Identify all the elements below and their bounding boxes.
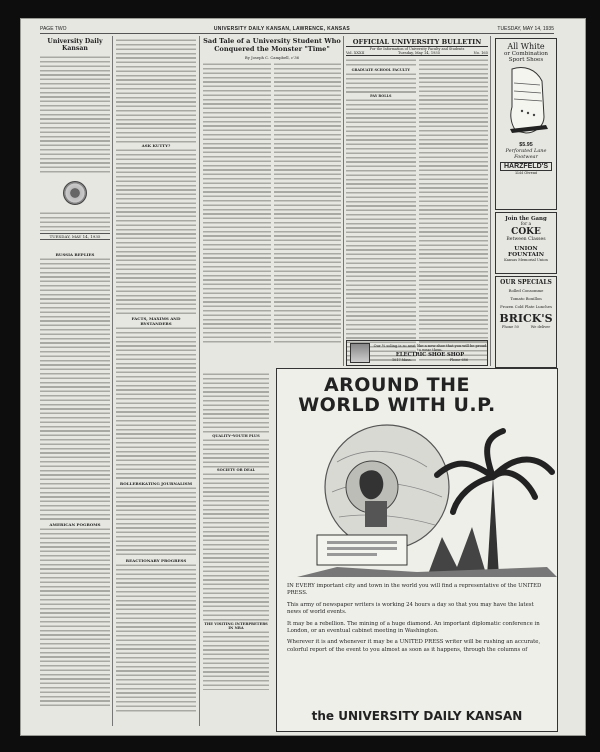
bulletin-body <box>346 58 416 68</box>
editorial-body <box>116 326 196 481</box>
ad-paragraph: It may be a rebellion. The mining of a huge diamond. An important diplomatic conference in London, or an eventual cabinet meeting in Washington. <box>287 620 540 635</box>
editorial-heading: REACTIONARY PROGRESS <box>125 558 187 563</box>
seal-icon <box>63 181 87 205</box>
masthead-date: TUESDAY, MAY 14, 1935 <box>40 233 110 240</box>
shoe-shop-ad <box>346 340 488 366</box>
story-heading: QUALITY--YOUTH PLUS <box>212 434 260 438</box>
ad-line: Frozen Cold Plate Lunches <box>500 304 552 309</box>
ad-copy <box>287 583 547 654</box>
world-scene-illustration-icon <box>277 417 557 582</box>
feature-byline: By Joseph C. Campbell, c'36 <box>244 55 300 61</box>
ad-name: ELECTRIC SHOE SHOP <box>395 352 465 358</box>
story-body <box>203 472 269 622</box>
bulletin-body <box>346 72 416 94</box>
column-rule <box>343 36 344 366</box>
ad-price: $5.95 <box>519 142 533 148</box>
bulletin-subtitle: For the Information of University Faculty and Students <box>369 47 465 51</box>
ad-paragraph: IN EVERY important city and town in the world you will find a representative of the UNITED PRESS. <box>287 583 542 597</box>
editorial-heading: ROLLERSKATING JOURNALISM <box>119 481 193 486</box>
ad-paragraph: This army of newspaper writers is working 24 hours a day so that you may have the latest news of world events. <box>287 601 534 616</box>
bulletin-date: Tuesday, May 14, 1935 <box>398 51 440 55</box>
ad-address: 1144 Ohread <box>515 171 537 175</box>
ad-name: BRICK'S <box>499 312 553 325</box>
ad-product: COKE <box>511 227 541 237</box>
bulletin-subhead: GRADUATE SCHOOL FACULTY <box>351 68 410 72</box>
masthead-title: University Daily Kansan <box>47 38 103 52</box>
ad-line: Rolled Consomme <box>508 288 544 293</box>
bulletin-vol: Vol. XXXII <box>346 51 365 55</box>
editorial-column-2 <box>116 38 196 713</box>
issue-date: TUESDAY, MAY 14, 1935 <box>497 25 554 32</box>
ad-address: 1017 Mass. <box>391 358 412 362</box>
bulletin-dateline <box>346 51 488 56</box>
shoe-illustration-icon <box>498 63 554 137</box>
page-number: PAGE TWO <box>40 25 67 32</box>
story-heading: SOCIETY OR DEAL <box>216 468 256 472</box>
feature-headline: Sad Tale of a University Student Who Conquered the Monster "Time" <box>203 37 341 53</box>
ad-line: Footwear <box>514 154 538 160</box>
ad-paragraph: Wherever it is and whenever it may be a UNITED PRESS writer will be rushing an accurate, colorful report of the event to you almost as soon as it happens, through the columns of <box>287 639 541 653</box>
editorial-column-1 <box>40 252 110 707</box>
story-heading: THE VISITING INTERPRETERS IN NRA <box>204 622 268 630</box>
bulletin-body-right <box>419 58 489 363</box>
ad-line: or Combination <box>503 51 549 57</box>
bulletin-no: No. 165 <box>473 51 488 55</box>
editorial-body <box>116 486 196 558</box>
shoe-icon <box>350 343 370 363</box>
ad-line: Between Classes <box>506 237 546 242</box>
editorial-heading: ASK KUTTY? <box>141 143 171 148</box>
ad-line: for a <box>520 222 532 227</box>
ad-line: Perforated Lane <box>505 148 547 154</box>
feature-story <box>203 38 341 344</box>
union-fountain-ad <box>495 212 557 274</box>
story-column-lower <box>203 372 269 690</box>
feature-body-left <box>203 62 271 344</box>
editorial-body <box>116 38 196 143</box>
paper-name: UNIVERSITY DAILY KANSAN, LAWRENCE, KANSAS <box>213 25 350 32</box>
ad-stamp: We deliver <box>530 325 551 329</box>
ad-line: Our ½ soling is so neat like a new shoe that you will be proud to wear them. <box>373 344 487 352</box>
editorial-body <box>40 257 110 522</box>
bulletin-subhead: PAY ROLLS <box>370 94 392 98</box>
harzfeld-ad <box>495 38 557 210</box>
editorial-body <box>40 527 110 707</box>
masthead-notes <box>40 211 110 231</box>
ad-phone: Phone 50 <box>501 325 519 329</box>
ad-place: Kansas Memorial Union <box>504 258 548 262</box>
page-header <box>40 24 554 34</box>
ad-store: HARZFELD'S <box>500 162 552 171</box>
editorial-body <box>116 148 196 316</box>
bricks-ad <box>495 276 557 368</box>
column-rule <box>490 36 491 366</box>
staff-list <box>40 55 110 175</box>
feature-body-right <box>274 62 342 344</box>
united-press-ad <box>276 368 558 732</box>
ad-phone: Phone 686 <box>449 358 468 362</box>
bulletin-title: OFFICIAL UNIVERSITY BULLETIN <box>346 38 488 47</box>
story-body <box>203 630 269 690</box>
editorial-heading: RUSSIA REPLIES <box>55 252 95 257</box>
column-rule <box>199 36 200 726</box>
ad-line: Join the Gang <box>505 216 547 222</box>
bulletin-body <box>346 98 416 362</box>
ad-banner: AROUND THE WORLD WITH U.P. <box>298 374 496 416</box>
ad-signature: the UNIVERSITY DAILY KANSAN <box>311 709 523 723</box>
ad-name: UNION FOUNTAIN <box>507 246 545 258</box>
editorial-body <box>116 563 196 713</box>
ad-title: OUR SPECIALS <box>500 279 552 286</box>
ad-line: All White <box>507 42 545 51</box>
editorial-heading: FACTS, MAXIMS AND BYSTANDERS <box>131 316 181 326</box>
story-body <box>203 372 269 434</box>
story-body <box>203 438 269 468</box>
official-bulletin <box>346 38 488 363</box>
column-rule <box>112 36 113 726</box>
ad-line: Tomato Bouillon <box>510 296 542 301</box>
editorial-heading: AMERICAN POGROMS <box>49 522 101 527</box>
ad-line: Sport Shoes <box>508 57 544 63</box>
masthead <box>40 38 110 240</box>
